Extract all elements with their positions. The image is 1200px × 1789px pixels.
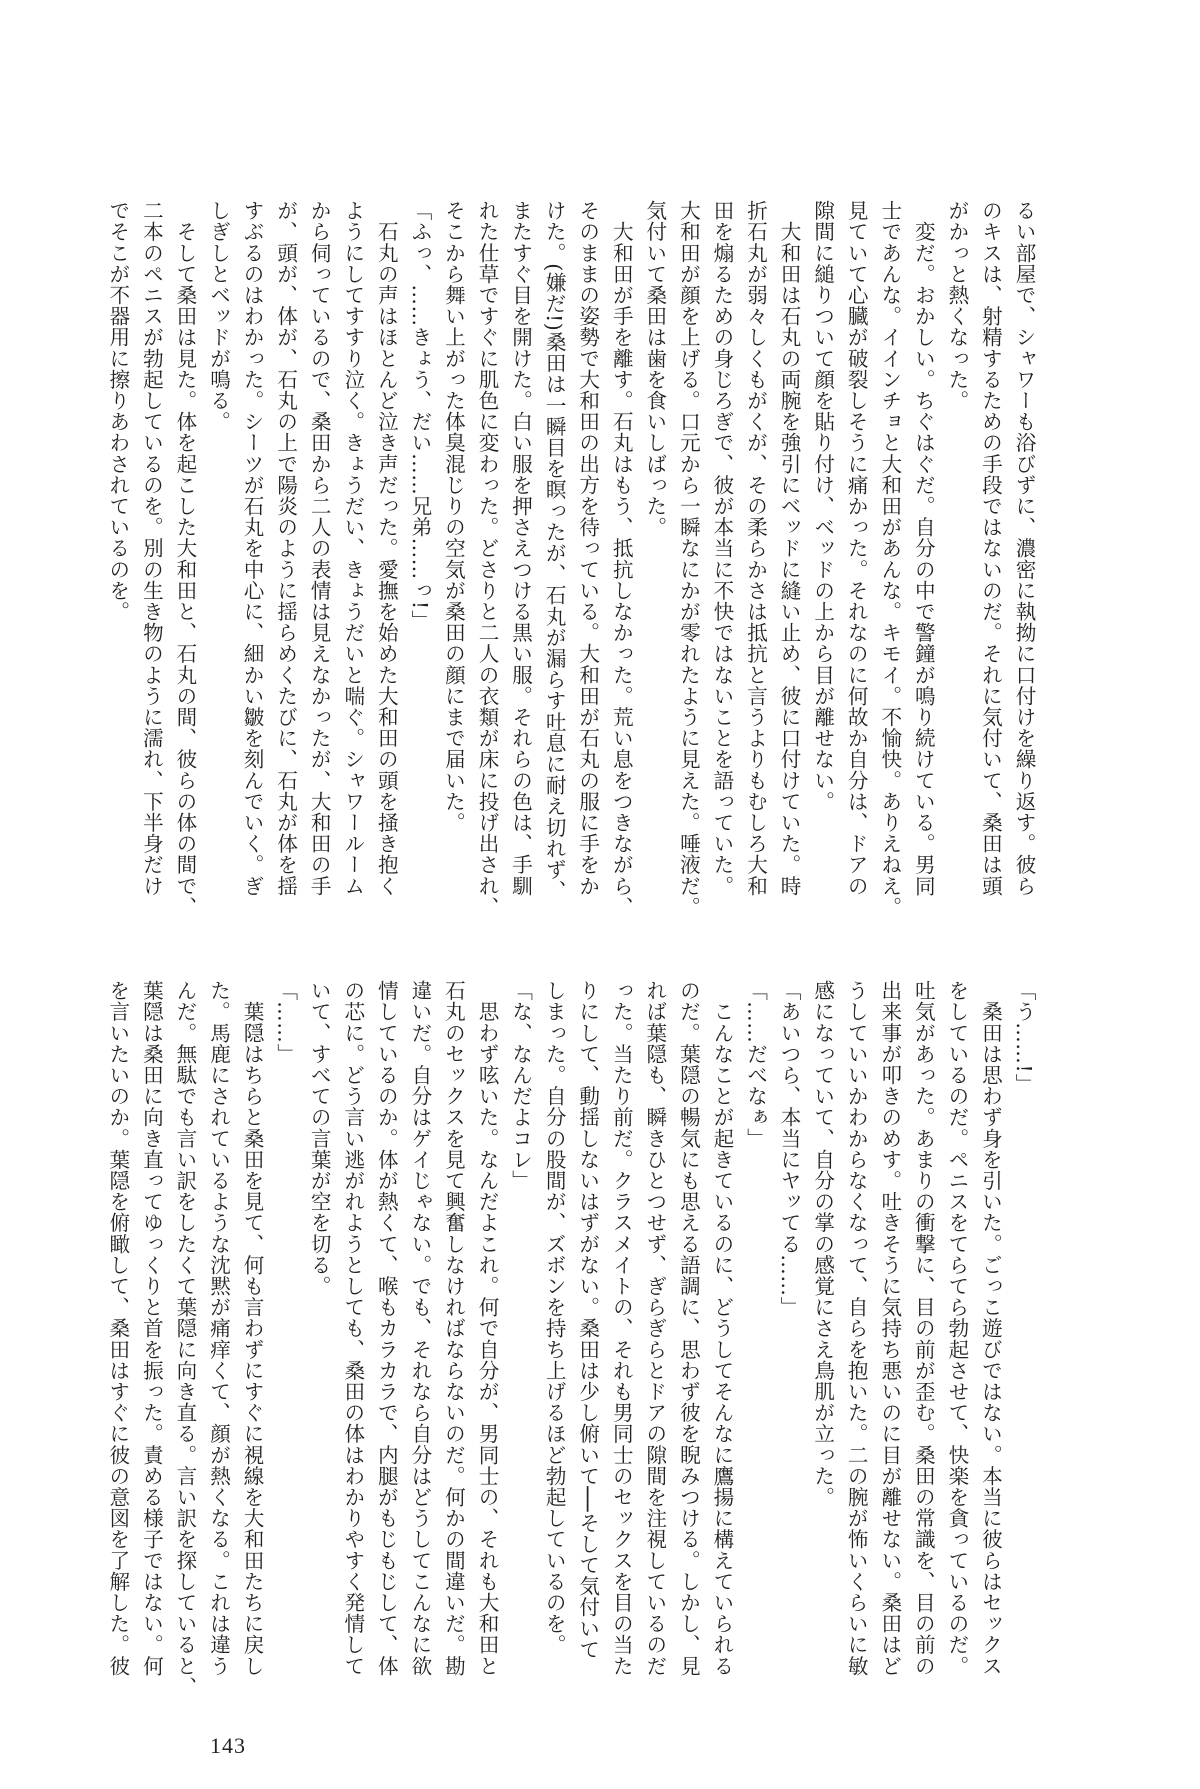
text-line: こんなことが起きているのに、どうしてそんなに鷹揚に構えていられる	[709, 980, 734, 1677]
text-line: のキスは、射精するための手段ではないのだ。それに気付いて、桑田は頭	[978, 200, 1003, 897]
text-line: 桑田は思わず身を引いた。ごっこ遊びではない。本当に彼らはセックス	[978, 980, 1003, 1677]
text-line: 出来事が叩きのめす。吐きそうに気持ち悪いのに目が離せない。桑田はど	[877, 980, 902, 1677]
text-line: れば葉隠も、瞬きひとつせず、ぎらぎらとドアの隙間を注視しているのだ	[642, 980, 667, 1677]
text-line: そして桑田は見た。体を起こした大和田と、石丸の間、彼らの体の間で、	[172, 200, 197, 918]
text-line: でそこが不器用に擦りあわされているのを。	[105, 200, 130, 622]
text-line: 折石丸が弱々しくもがくが、その柔らかさは抵抗と言うよりもむしろ大和	[743, 200, 768, 897]
text-line: んだ。無駄でも言い訳をしたくて葉隠に向き直る。言い訳を探していると、	[172, 980, 197, 1698]
text-block-bottom	[100, 980, 1040, 1698]
text-line: すぶるのはわかった。シーツが石丸を中心に、細かい皺を刻んでいく。ぎ	[240, 200, 265, 897]
text-line: そこから舞い上がった体臭混じりの空気が桑田の顔にまで届いた。	[441, 200, 466, 833]
text-line: しまった。自分の股間が、ズボンを持ち上げるほど勃起しているのを。	[542, 980, 567, 1656]
text-line: またすぐ目を開けた。白い服を押さえつける黒い服。それらの色は、手馴	[508, 200, 533, 897]
text-line: いて、すべての言葉が空を切る。	[307, 980, 332, 1297]
text-line: が、頭が、体が、石丸の上で陽炎のように揺らめくたびに、石丸が体を揺	[273, 200, 298, 897]
text-line: 二本のペニスが勃起しているのを。別の生き物のように濡れ、下半身だけ	[139, 200, 164, 897]
text-line: 情しているのか。体が熱くて、喉もカラカラで、内腿がもじもじして、体	[374, 980, 399, 1677]
text-line: 違いだ。自分はゲイじゃない。でも、それなら自分はどうしてこんなに欲	[407, 980, 432, 1677]
text-line: 葉隠はちらと桑田を見て、何も言わずにすぐに視線を大和田たちに戻し	[240, 980, 265, 1677]
text-line: った。当たり前だ。クラスメイトの、それも男同士のセックスを目の当た	[609, 980, 634, 1677]
page-number: 143	[210, 1733, 246, 1758]
text-line: 士であんな。イインチョと大和田があんな。キモイ。不愉快。ありえねえ。	[877, 200, 902, 918]
text-line: がかっと熱くなった。	[944, 200, 969, 411]
text-line: そのままの姿勢で大和田の出方を待っている。大和田が石丸の服に手をか	[575, 200, 600, 897]
text-line: 変だ。おかしい。ちぐはぐだ。自分の中で警鐘が鳴り続けている。男同	[911, 200, 936, 897]
text-line: 大和田が手を離す。石丸はもう、抵抗しなかった。荒い息をつきながら、	[609, 200, 634, 918]
text-block-top	[100, 200, 1040, 918]
text-line: を言いたいのか。葉隠を俯瞰して、桑田はすぐに彼の意図を了解した。彼	[105, 980, 130, 1677]
text-line: うしていいかわからなくなって、自らを抱いた。二の腕が怖いくらいに敏	[844, 980, 869, 1677]
text-line: 田を煽るための身じろぎで、彼が本当に不快ではないことを語っていた。	[709, 200, 734, 897]
text-line: 葉隠は桑田に向き直ってゆっくりと首を振った。責める様子ではない。何	[139, 980, 164, 1677]
text-line: 大和田は石丸の両腕を強引にベッドに縫い止め、彼に口付けていた。時	[777, 200, 802, 897]
text-line: のだ。葉隠の暢気にも思える語調に、思わず彼を睨みつける。しかし、見	[676, 980, 701, 1677]
text-line: をしているのだ。ペニスをてらてら勃起させて、快楽を貪っているのだ。	[944, 980, 969, 1677]
text-line: 「……」	[273, 980, 298, 1065]
text-line: 石丸のセックスを見て興奮しなければならないのだ。何かの間違いだ。勘	[441, 980, 466, 1677]
text-line: 感になっていて、自分の掌の感覚にさえ鳥肌が立った。	[810, 980, 835, 1508]
text-line: るい部屋で、シャワーも浴びずに、濃密に執拗に口付けを繰り返す。彼ら	[1012, 200, 1036, 897]
text-line: 思わず呟いた。なんだよこれ。何で自分が、男同士の、それも大和田と	[475, 980, 499, 1677]
text-line: 「う……!」	[1012, 980, 1036, 1095]
text-line: 「な、なんだよコレ」	[508, 980, 533, 1191]
text-line: 「あいつら、本当にヤッてる……」	[777, 980, 802, 1318]
text-line: れた仕草ですぐに肌色に変わった。どさりと二人の衣類が床に投げ出され、	[475, 200, 499, 918]
text-line: 石丸の声はほとんど泣き声だった。愛撫を始めた大和田の頭を掻き抱く	[374, 200, 399, 897]
text-line: 気付いて桑田は歯を食いしばった。	[642, 200, 667, 538]
text-line: 「ふっ、……きょう、だい……兄弟……っ!」	[407, 200, 432, 631]
text-line: 大和田が顔を上げる。口元から一瞬なにかが零れたように見えた。唾液だ。	[676, 200, 701, 918]
text-line: の芯に。どう言い逃がれようとしても、桑田の体はわかりやすく発情して	[340, 980, 365, 1677]
text-line: けた。(嫌だ!)桑田は一瞬目を瞑ったが、石丸が漏らす吐息に耐え切れず、	[542, 200, 567, 902]
text-line: た。馬鹿にされているような沈黙が痛痒くて、顔が熱くなる。これは違う	[206, 980, 231, 1677]
text-line: ようにしてすすり泣く。きょうだい、きょうだいと喘ぐ。シャワールーム	[340, 200, 365, 897]
text-line: から伺っているので、桑田から二人の表情は見えなかったが、大和田の手	[307, 200, 332, 897]
text-line: 隙間に縋りついて顔を貼り付け、ベッドの上から目が離せない。	[810, 200, 835, 812]
text-line: 見ていて心臓が破裂しそうに痛かった。それなのに何故か自分は、ドアの	[844, 200, 869, 897]
text-line: りにして、動揺しないはずがない。桑田は少し俯いて──そして気付いて	[575, 980, 600, 1660]
text-line: 「……だべなぁ」	[743, 980, 768, 1149]
text-line: 吐気があった。あまりの衝撃に、目の前が歪む。桑田の常識を、目の前の	[911, 980, 936, 1677]
text-line: しぎしとベッドが鳴る。	[206, 200, 231, 433]
